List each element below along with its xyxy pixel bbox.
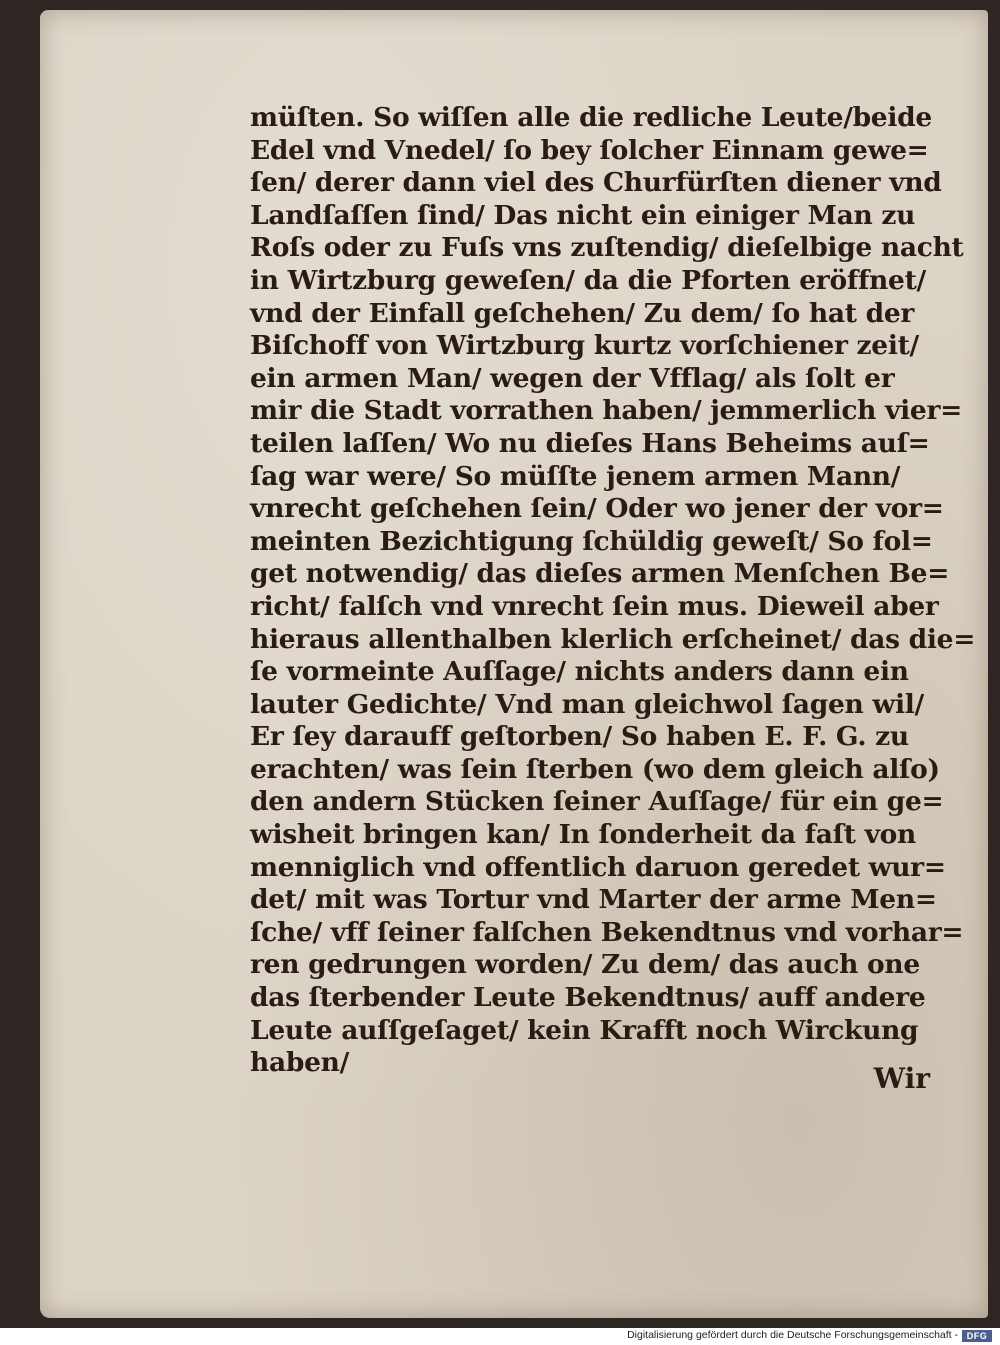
text-line: meinten Bezichtigung ſchüldig geweſt/ So fol=: [250, 525, 933, 557]
digitization-credit: Digitalisierung gefördert durch die Deutsche Forschungsgemeinschaft -: [627, 1329, 958, 1341]
dfg-logo-icon: DFG: [962, 1330, 992, 1342]
text-line: Roſs oder zu Fuſs vns zuſtendig/ dieſelbige nacht: [250, 232, 964, 264]
text-line: Edel vnd Vnedel/ ſo bey ſolcher Einnam gewe=: [250, 134, 929, 166]
text-line: Landſaſſen ſind/ Das nicht ein einiger Man zu: [250, 199, 916, 231]
text-line: mir die Stadt vorrathen haben/ jemmerlich vier=: [250, 395, 963, 427]
footer-bar: [0, 1328, 1000, 1345]
text-line: hieraus allenthalben klerlich erſcheinet/ das die=: [250, 623, 976, 655]
text-line: ſche/ vff ſeiner falſchen Bekendtnus vnd vorhar=: [250, 916, 964, 948]
text-line: richt/ falſch vnd vnrecht ſein mus. Dieweil aber: [250, 590, 939, 622]
text-line: ein armen Man/ wegen der Vfflag/ als ſolt er: [250, 362, 895, 394]
text-line: das ſterbender Leute Bekendtnus/ auff andere: [250, 982, 926, 1014]
text-line: ren gedrungen worden/ Zu dem/ das auch one: [250, 949, 920, 981]
text-line: erachten/ was ſein ſterben (wo dem gleich alſo): [250, 753, 940, 785]
text-line: teilen laſſen/ Wo nu dieſes Hans Beheims auſ=: [250, 427, 930, 459]
catchword: Wir: [873, 1062, 930, 1095]
page-text-block: [250, 102, 976, 1080]
text-line: wisheit bringen kan/ In ſonderheit da faſt von: [250, 819, 917, 851]
text-line: müſten. So wiſſen alle die redliche Leute/beide: [250, 102, 932, 133]
text-line: Er ſey darauff geſtorben/ So haben E. F. G. zu: [250, 721, 909, 753]
text-line: lauter Gedichte/ Vnd man gleichwol ſagen wil/: [250, 688, 924, 720]
text-line: ſen/ derer dann viel des Churfürſten diener vnd: [250, 167, 942, 199]
text-line: in Wirtzburg geweſen/ da die Pforten eröffnet/: [250, 264, 926, 296]
text-line: ſag war were/ So müſſte jenem armen Mann/: [250, 460, 901, 492]
text-line: Leute auſſgeſaget/ kein Krafft noch Wirckung: [250, 1014, 919, 1046]
text-line: get notwendig/ das dieſes armen Menſchen Be=: [250, 558, 950, 590]
text-line: den andern Stücken ſeiner Auſſage/ für ein ge=: [250, 786, 944, 818]
text-line: vnrecht geſchehen ſein/ Oder wo jener der vor=: [250, 493, 944, 525]
text-line: menniglich vnd offentlich daruon geredet wur=: [250, 851, 946, 883]
text-line: det/ mit was Tortur vnd Marter der arme Men=: [250, 884, 937, 916]
text-line: haben/: [250, 1047, 349, 1079]
text-line: Biſchoff von Wirtzburg kurtz vorſchiener zeit/: [250, 330, 919, 362]
text-line: vnd der Einfall geſchehen/ Zu dem/ ſo hat der: [250, 297, 915, 329]
book-page: [40, 10, 988, 1318]
text-line: ſe vormeinte Auſſage/ nichts anders dann ein: [250, 656, 909, 688]
